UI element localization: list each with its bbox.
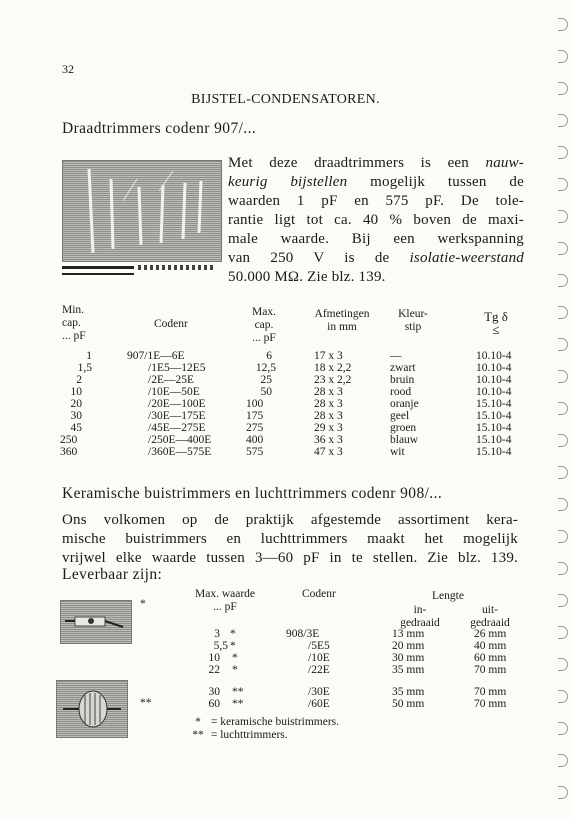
desc-line-3: vrijwel elke waarde tussen 3—60 pF in te stellen. Zie blz. 139. xyxy=(62,550,518,566)
cell-dim: 28 x 3 xyxy=(314,386,343,398)
footnote-lucht: ** = luchttrimmers. xyxy=(192,729,288,741)
col-header-tg-delta: Tg δ ≤ xyxy=(484,309,508,337)
cell-code: 907/1E—6E xyxy=(127,350,185,362)
cell-ingedraaid: 13 mm xyxy=(392,628,425,640)
cell-max: 6 xyxy=(266,350,272,362)
cell-tg: 15.10-4 xyxy=(476,446,512,458)
buistrimmer-mark: * xyxy=(140,598,146,610)
cell-color: groen xyxy=(390,422,417,434)
col-header-ingedraaid: in- gedraaid xyxy=(400,604,440,629)
cell-min: 45 xyxy=(70,422,82,434)
cell-tg: 10.10-4 xyxy=(476,362,512,374)
cell-color: blauw xyxy=(390,434,419,446)
col-header-afmetingen: Afmetingen in mm xyxy=(314,308,370,333)
cell-color: — xyxy=(390,350,402,362)
cell-max: 275 xyxy=(246,422,264,434)
cell-color: wit xyxy=(390,446,405,458)
section-heading-draadtrimmers: Draadtrimmers codenr 907/... xyxy=(62,120,257,137)
cell-dim: 18 x 2,2 xyxy=(314,362,352,374)
cell-min: 10 xyxy=(70,386,82,398)
cell-code: /10E—50E xyxy=(148,386,200,398)
cell-max: 50 xyxy=(260,386,272,398)
cell-mark: * xyxy=(230,640,236,652)
cell-code: /60E xyxy=(308,698,330,710)
cell-uitgedraaid: 70 mm xyxy=(474,664,507,676)
cell-tg: 10.10-4 xyxy=(476,350,512,362)
cell-code: /2E—25E xyxy=(148,374,194,386)
col-header-kleurstip: Kleur- stip xyxy=(398,308,428,333)
cell-min: 1,5 xyxy=(77,362,92,374)
col-header-uitgedraaid: uit- gedraaid xyxy=(470,604,510,629)
cell-dim: 28 x 3 xyxy=(314,410,343,422)
cell-code: /250E—400E xyxy=(148,434,212,446)
cell-mark: ** xyxy=(232,686,244,698)
cell-mark: ** xyxy=(232,698,244,710)
cell-ingedraaid: 35 mm xyxy=(392,686,425,698)
cell-min: 2 xyxy=(76,374,82,386)
draadtrimmers-description xyxy=(228,154,524,287)
cell-code: /10E xyxy=(308,652,330,664)
cell-uitgedraaid: 60 mm xyxy=(474,652,507,664)
desc-line-1: Ons volkomen op de praktijk afgestemde assortiment kera- xyxy=(62,512,518,528)
cell-min: 1 xyxy=(86,350,92,362)
footnote-keramische: * = keramische buistrimmers. xyxy=(195,716,340,728)
cell-value: 22 xyxy=(208,664,220,676)
cell-min: 30 xyxy=(70,410,82,422)
cell-code: /360E—575E xyxy=(148,446,212,458)
cell-uitgedraaid: 70 mm xyxy=(474,698,507,710)
page-title: BIJSTEL-CONDENSATOREN. xyxy=(191,92,380,107)
cell-value: 10 xyxy=(208,652,220,664)
cell-max: 400 xyxy=(246,434,264,446)
keramische-description xyxy=(62,511,518,568)
cell-code: 908/3E xyxy=(286,628,320,640)
cell-dim: 29 x 3 xyxy=(314,422,343,434)
desc-line-3: waarden 1 pF en 575 pF. De tole- xyxy=(228,193,524,209)
cell-min: 20 xyxy=(70,398,82,410)
cell-code: /1E5—12E5 xyxy=(148,362,206,374)
draadtrimmers-photo xyxy=(62,160,222,262)
cell-tg: 10.10-4 xyxy=(476,374,512,386)
page-number: 32 xyxy=(62,62,74,76)
col-header-codenr-2: Codenr xyxy=(302,588,336,600)
cell-color: geel xyxy=(390,410,410,422)
luchttrimmer-mark: ** xyxy=(140,697,152,709)
leverbaar-label: Leverbaar zijn: xyxy=(62,566,163,583)
cell-code: /22E xyxy=(308,664,330,676)
cell-max: 25 xyxy=(260,374,272,386)
col-header-min-cap: Min. cap. ... pF xyxy=(62,304,86,342)
cell-code: /5E5 xyxy=(308,640,330,652)
cell-value: 30 xyxy=(208,686,220,698)
cell-ingedraaid: 30 mm xyxy=(392,652,425,664)
cell-value: 60 xyxy=(208,698,220,710)
cell-code: /30E—175E xyxy=(148,410,206,422)
col-header-lengte: Lengte xyxy=(432,590,464,602)
desc-line-2: mische buistrimmers en luchttrimmers maakt het mogelijk xyxy=(62,531,518,547)
desc-line-6: van 250 V is de isolatie-weerstand xyxy=(228,250,524,266)
cell-color: zwart xyxy=(390,362,416,374)
cell-mark: * xyxy=(232,652,238,664)
cell-mark: * xyxy=(232,664,238,676)
cell-uitgedraaid: 40 mm xyxy=(474,640,507,652)
cell-code: /45E—275E xyxy=(148,422,206,434)
cell-ingedraaid: 20 mm xyxy=(392,640,425,652)
cell-dim: 17 x 3 xyxy=(314,350,343,362)
cell-value: 5,5 xyxy=(213,640,228,652)
section-heading-keramische: Keramische buistrimmers en luchttrimmers codenr 908/... xyxy=(62,485,443,502)
cell-tg: 10.10-4 xyxy=(476,386,512,398)
col-header-max-cap: Max. cap. ... pF xyxy=(252,306,276,344)
cell-dim: 23 x 2,2 xyxy=(314,374,352,386)
photo-scale-strip xyxy=(62,263,220,276)
cell-uitgedraaid: 26 mm xyxy=(474,628,507,640)
draadtrimmers-table xyxy=(0,350,571,470)
cell-tg: 15.10-4 xyxy=(476,410,512,422)
cell-color: bruin xyxy=(390,374,415,386)
cell-tg: 15.10-4 xyxy=(476,422,512,434)
cell-dim: 36 x 3 xyxy=(314,434,343,446)
cell-code: /30E xyxy=(308,686,330,698)
buistrimmers-table xyxy=(0,628,571,718)
cell-color: oranje xyxy=(390,398,419,410)
col-header-max-waarde: Max. waarde ... pF xyxy=(194,588,256,613)
cell-min: 250 xyxy=(60,434,78,446)
cell-min: 360 xyxy=(60,446,78,458)
col-header-codenr: Codenr xyxy=(154,318,188,330)
cell-color: rood xyxy=(390,386,412,398)
cell-max: 12,5 xyxy=(255,362,276,374)
desc-line-1: Met deze draadtrimmers is een nauw- xyxy=(228,155,524,171)
cell-tg: 15.10-4 xyxy=(476,398,512,410)
cell-uitgedraaid: 70 mm xyxy=(474,686,507,698)
cell-code: /20E—100E xyxy=(148,398,206,410)
cell-value: 3 xyxy=(214,628,220,640)
cell-max: 100 xyxy=(246,398,264,410)
desc-line-7: 50.000 MΩ. Zie blz. 139. xyxy=(228,269,386,285)
desc-line-2: keurig bijstellen mogelijk tussen de xyxy=(228,174,524,190)
cell-dim: 47 x 3 xyxy=(314,446,343,458)
cell-max: 175 xyxy=(246,410,264,422)
cell-ingedraaid: 50 mm xyxy=(392,698,425,710)
desc-line-5: male waarde. Bij een werkspanning xyxy=(228,231,524,247)
desc-line-4: rantie ligt tot ca. 40 % boven de maxi- xyxy=(228,212,524,228)
cell-mark: * xyxy=(230,628,236,640)
cell-dim: 28 x 3 xyxy=(314,398,343,410)
cell-tg: 15.10-4 xyxy=(476,434,512,446)
cell-max: 575 xyxy=(246,446,264,458)
cell-ingedraaid: 35 mm xyxy=(392,664,425,676)
